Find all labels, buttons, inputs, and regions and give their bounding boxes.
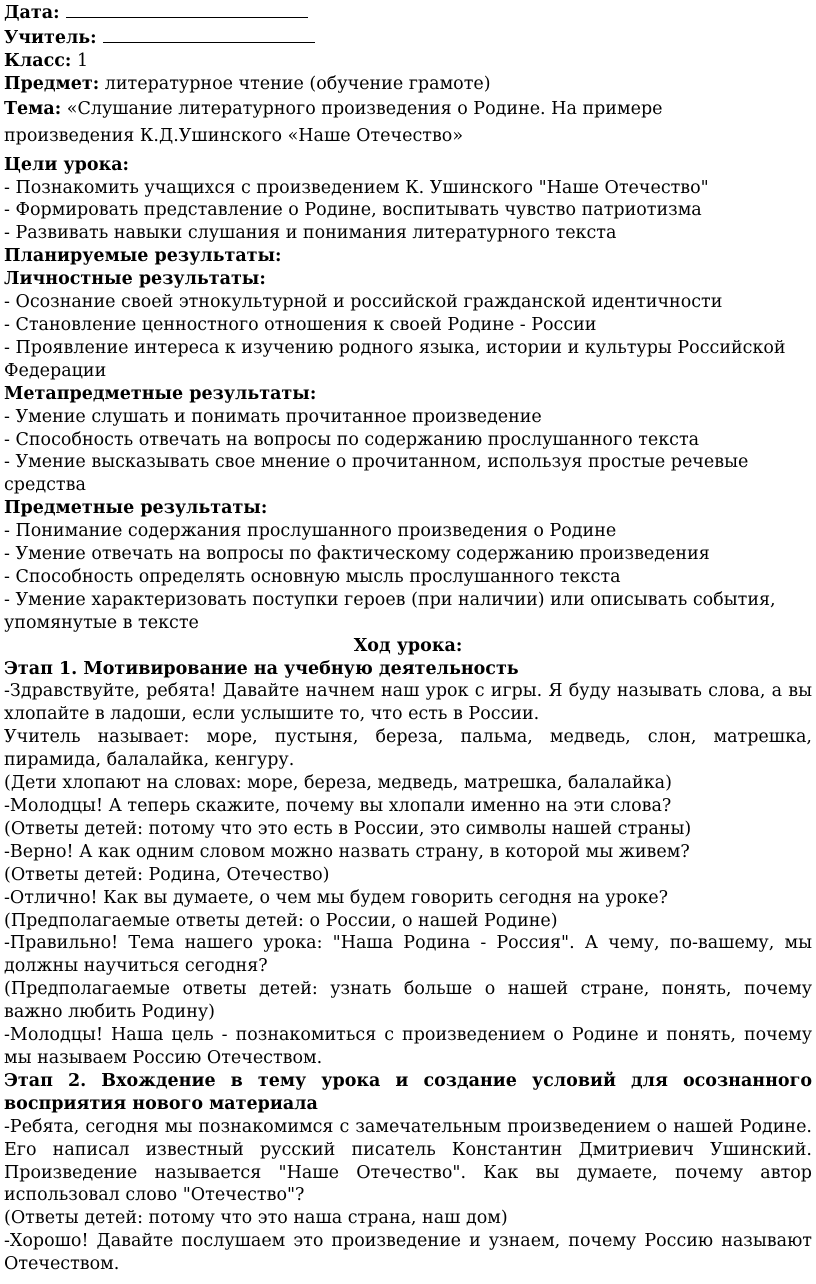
- goal-item: - Познакомить учащихся с произведением К. Ушинского "Наше Отечество": [4, 177, 709, 198]
- subject-result-item: - Умение отвечать на вопросы по фактическому содержанию произведения: [4, 544, 710, 565]
- topic-value-line2: произведения К.Д.Ушинского «Наше Отечество»: [4, 125, 464, 146]
- stage1-paragraph: -Молодцы! А теперь скажите, почему вы хлопали именно на эти слова?: [4, 796, 672, 816]
- goal-item: - Формировать представление о Родине, воспитывать чувство патриотизма: [4, 200, 702, 221]
- topic-value-line1: «Слушание литературного произведения о Родине. На примере: [66, 98, 663, 119]
- lesson-plan-document: [4, 0, 812, 1276]
- stage1-paragraph: -Молодцы! Наша цель - познакомиться с произведением о Родине и понять, почему мы называем Россию Отечеством.: [4, 1025, 812, 1068]
- stage2-paragraph: -Хорошо! Давайте послушаем это произведение и узнаем, почему Россию называют Отечеством.: [4, 1231, 812, 1275]
- meta-result-item: - Умение слушать и понимать прочитанное произведение: [4, 406, 542, 427]
- stage1-paragraph: -Здравствуйте, ребята! Давайте начнем наш урок с игры. Я буду называть слова, а вы хлопайте в ладоши, если услышите то, что есть в России.: [4, 681, 812, 725]
- personal-result-item: - Проявление интереса к изучению родного языка, истории и культуры Российской Федерации: [4, 337, 786, 381]
- meta-result-item: - Умение высказывать свое мнение о прочитанном, используя простые речевые средства: [4, 452, 749, 496]
- stage1-paragraph: (Ответы детей: потому что это есть в России, это символы нашей страны): [4, 818, 692, 839]
- subject-line: [4, 73, 812, 96]
- topic-label: Тема:: [4, 98, 62, 119]
- date-blank: [66, 0, 308, 18]
- lesson-progress-heading: Ход урока:: [353, 635, 463, 656]
- personal-result-item: - Становление ценностного отношения к своей Родине - России: [4, 314, 597, 335]
- results-heading: Планируемые результаты:: [4, 246, 282, 267]
- stage2-paragraph: (Ответы детей: потому что это наша страна, наш дом): [4, 1208, 508, 1229]
- goals-heading: Цели урока:: [4, 154, 130, 175]
- class-value: 1: [76, 50, 89, 71]
- subject-result-item: - Способность определять основную мысль прослушанного текста: [4, 566, 621, 587]
- goal-item: - Развивать навыки слушания и понимания литературного текста: [4, 223, 617, 244]
- teacher-line: [4, 25, 812, 50]
- date-label: Дата:: [4, 3, 60, 23]
- personal-result-item: - Осознание своей этнокультурной и российской гражданской идентичности: [4, 292, 723, 313]
- stage1-paragraph: (Предполагаемые ответы детей: о России, о нашей Родине): [4, 910, 558, 931]
- stage1-paragraph: -Верно! А как одним словом можно назвать страну, в которой мы живем?: [4, 841, 690, 862]
- subject-value: литературное чтение (обучение грамоте): [104, 73, 491, 94]
- topic-line: [4, 96, 812, 150]
- teacher-blank: [103, 25, 315, 43]
- subject-result-item: - Понимание содержания прослушанного произведения о Родине: [4, 521, 617, 542]
- subject-result-item: - Умение характеризовать поступки героев (при наличии) или описывать события, упомянутые в тексте: [4, 589, 776, 633]
- meta-results-heading: Метапредметные результаты:: [4, 383, 317, 404]
- stage2-paragraph: -Ребята, сегодня мы познакомимся с замечательным произведением о нашей Родине. Его написал известный русский писатель Константин Дмитриевич Ушинский. Произведение называется "Наше Отечество". Как вы думаете, почему автор использовал слово "Отечество"?: [4, 1116, 812, 1206]
- stage1-paragraph: -Отлично! Как вы думаете, о чем мы будем говорить сегодня на уроке?: [4, 887, 668, 908]
- stage1-paragraph: Учитель называет: море, пустыня, береза, пальма, медведь, слон, матрешка, пирамида, балалайка, кенгуру.: [4, 727, 812, 771]
- subject-results-heading: Предметные результаты:: [4, 498, 268, 519]
- class-line: [4, 50, 812, 73]
- stage1-paragraph: (Дети хлопают на словах: море, береза, медведь, матрешка, балалайка): [4, 773, 672, 794]
- stage1-paragraph: (Предполагаемые ответы детей: узнать больше о нашей стране, понять, почему важно любить Родину): [4, 979, 812, 1023]
- date-line: [4, 0, 812, 25]
- personal-results-heading: Личностные результаты:: [4, 269, 266, 290]
- stage1-paragraph: (Ответы детей: Родина, Отечество): [4, 864, 330, 885]
- stage1-heading: Этап 1. Мотивирование на учебную деятельность: [4, 658, 519, 679]
- meta-result-item: - Способность отвечать на вопросы по содержанию прослушанного текста: [4, 429, 700, 450]
- class-label: Класс:: [4, 50, 72, 71]
- teacher-label: Учитель:: [4, 27, 97, 48]
- stage1-paragraph: -Правильно! Тема нашего урока: "Наша Родина - Россия". А чему, по-вашему, мы должны научиться сегодня?: [4, 933, 812, 977]
- subject-label: Предмет:: [4, 73, 100, 94]
- stage2-heading: Этап 2. Вхождение в тему урока и создание условий для осознанного восприятия нового материала: [4, 1070, 812, 1114]
